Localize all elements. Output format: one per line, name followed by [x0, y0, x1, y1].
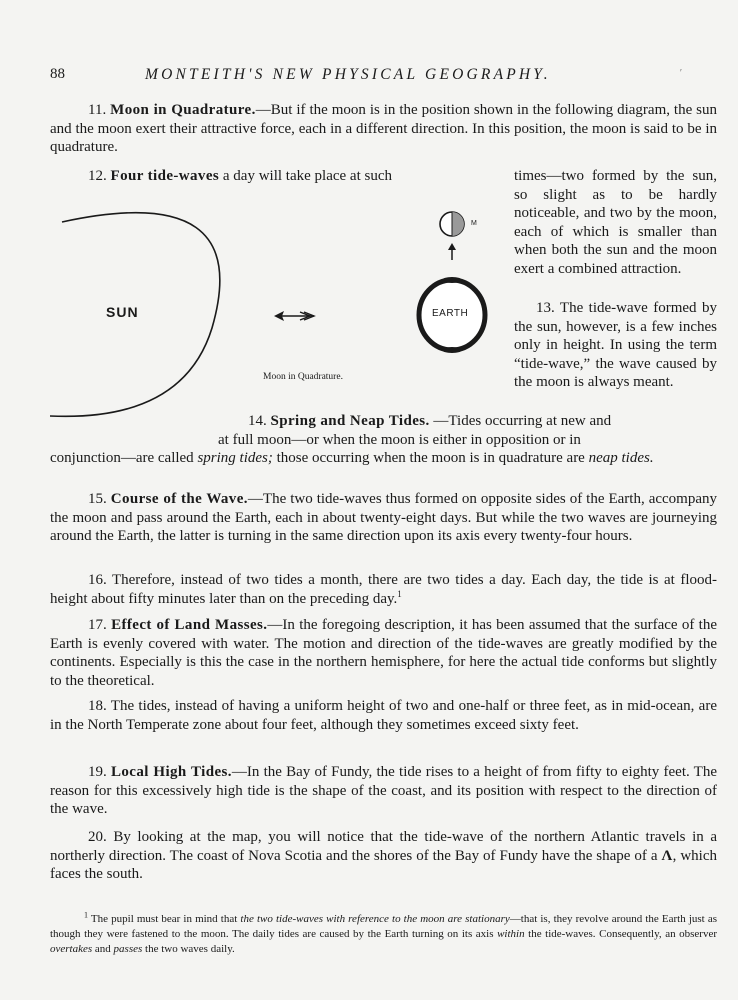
- section-heading: Moon in Quadrature.: [110, 102, 256, 118]
- paragraph-text: conjunction—are called: [50, 450, 194, 466]
- paragraph-text: 20. By looking at the map, you will notice that the tide-wave of the northern Atlantic travels in a northerly direction. The coast of Nova Scotia and the shores of the Bay of Fundy have the shape of a: [50, 829, 717, 864]
- section-heading: Course of the Wave.: [110, 491, 248, 507]
- moon-label: M: [471, 220, 477, 227]
- paragraph-text: —Tides occurring at new and: [433, 413, 612, 429]
- paragraph-text: those occurring when the moon is in quadrature are: [276, 450, 585, 466]
- paragraph-text: 16. Therefore, instead of two tides a month, there are two tides a day. Each day, the tide is at flood-height about fifty minutes later than on the preceding day.: [50, 572, 717, 607]
- footnote-text: The pupil must bear in mind that: [90, 913, 238, 925]
- paragraph-11: [50, 101, 717, 157]
- paragraph-14: [50, 412, 717, 468]
- footnote-italic: overtakes: [50, 943, 93, 955]
- paragraph-text: 13. The tide-wave formed by the sun, however, is a few inches only in height. In using the term “tide-wave,” the wave caused by the moon is always meant.: [514, 300, 717, 390]
- paragraph-text: —In the foregoing description, it has been assumed that the surface of the Earth is evenly covered with water. The motion and direction of the tide-waves are greatly modified by the continents. Especially is this the case in the northern hemisphere, for here the actual tide conforms but slightly to the theoretical.: [50, 617, 718, 689]
- footnote-text: and: [94, 943, 111, 955]
- footnote-italic: passes: [113, 943, 143, 955]
- corner-mark: ′: [679, 68, 682, 79]
- paragraph-lead: [248, 412, 717, 431]
- section-heading: Spring and Neap Tides.: [270, 413, 430, 429]
- page-header: [50, 66, 700, 86]
- paragraph-12-continued: times—two formed by the sun, so slight as to be hardly noticeable, and two by the moon, each of which is smaller than when both the sun and the moon exert a combined attraction.: [514, 168, 717, 277]
- footnote-text: —that is, they revolve around the Earth just as though they were fastened to the moon. The daily tides are caused by the Earth turning on its axis: [50, 913, 718, 940]
- footnote-italic: within: [497, 928, 525, 940]
- paragraph-number: 12.: [88, 168, 107, 184]
- quadrature-diagram: [50, 200, 510, 430]
- paragraph-16: [50, 571, 717, 608]
- paragraph-20: [50, 828, 717, 884]
- italic-term: neap tides.: [588, 450, 654, 466]
- sun-label: SUN: [106, 304, 139, 320]
- paragraph-17: [50, 616, 717, 690]
- italic-term: spring tides;: [197, 450, 273, 466]
- paragraph-number: 11.: [88, 102, 107, 118]
- footnote-text: the two waves daily.: [145, 943, 235, 955]
- footnote-mark: 1: [84, 910, 88, 920]
- paragraph-number: 15.: [88, 491, 107, 507]
- footnote-text: the tide-waves. Consequently, an observer: [528, 928, 718, 940]
- paragraph-18: 18. The tides, instead of having a uniform height of two and one-half or three feet, as in mid-ocean, are in the North Temperate zone about four feet, although they sometimes exceed sixty feet.: [50, 698, 717, 733]
- coast-shape-symbol: Λ: [661, 847, 673, 864]
- section-heading: Local High Tides.: [110, 764, 232, 780]
- moon-icon: [440, 212, 464, 236]
- paragraph-text: , which faces the south.: [50, 847, 717, 882]
- running-title: MONTEITH'S NEW PHYSICAL GEOGRAPHY.: [145, 66, 551, 83]
- paragraph-number: 19.: [88, 764, 107, 780]
- paragraph-text: —In the Bay of Fundy, the tide rises to a height of from fifty to eighty feet. The reason for this excessively high tide is the shape of the coast, and its position with respect to the direction of the wave.: [50, 764, 717, 817]
- arrow-icon: [274, 311, 314, 321]
- paragraph-12-start: [88, 167, 478, 186]
- paragraph-text: —The two tide-waves thus formed on opposite sides of the Earth, accompany the moon and pass around the Earth, each in about twenty-eight days. But while the two waves are journeying around the Earth, the latter is turning in the same direction upon its axis every twenty-four hours.: [50, 491, 717, 544]
- footnote: [50, 912, 717, 957]
- paragraph-number: 14.: [248, 413, 267, 429]
- paragraph-13: [514, 299, 717, 392]
- section-heading: Effect of Land Masses.: [111, 617, 268, 633]
- section-heading: Four tide-waves: [110, 168, 220, 184]
- footnote-italic: the two tide-waves with reference to the moon are stationary: [240, 913, 510, 925]
- paragraph-text: a day will take place at such: [222, 168, 392, 184]
- figure-caption: Moon in Quadrature.: [263, 372, 343, 382]
- page-number: 88: [50, 66, 65, 82]
- paragraph-text: —But if the moon is in the position shown in the following diagram, the sun and the moon exert their attractive force, each in a different direction. In this position, the moon is said to be in quadrature.: [50, 102, 718, 155]
- paragraph-text: at full moon—or when the moon is either in opposition or in: [218, 431, 581, 448]
- up-arrow-icon: [448, 243, 456, 260]
- paragraph-15: [50, 490, 717, 546]
- earth-label: EARTH: [432, 308, 469, 319]
- paragraph-number: 17.: [88, 617, 107, 633]
- footnote-ref: 1: [397, 588, 402, 599]
- paragraph-19: [50, 763, 717, 819]
